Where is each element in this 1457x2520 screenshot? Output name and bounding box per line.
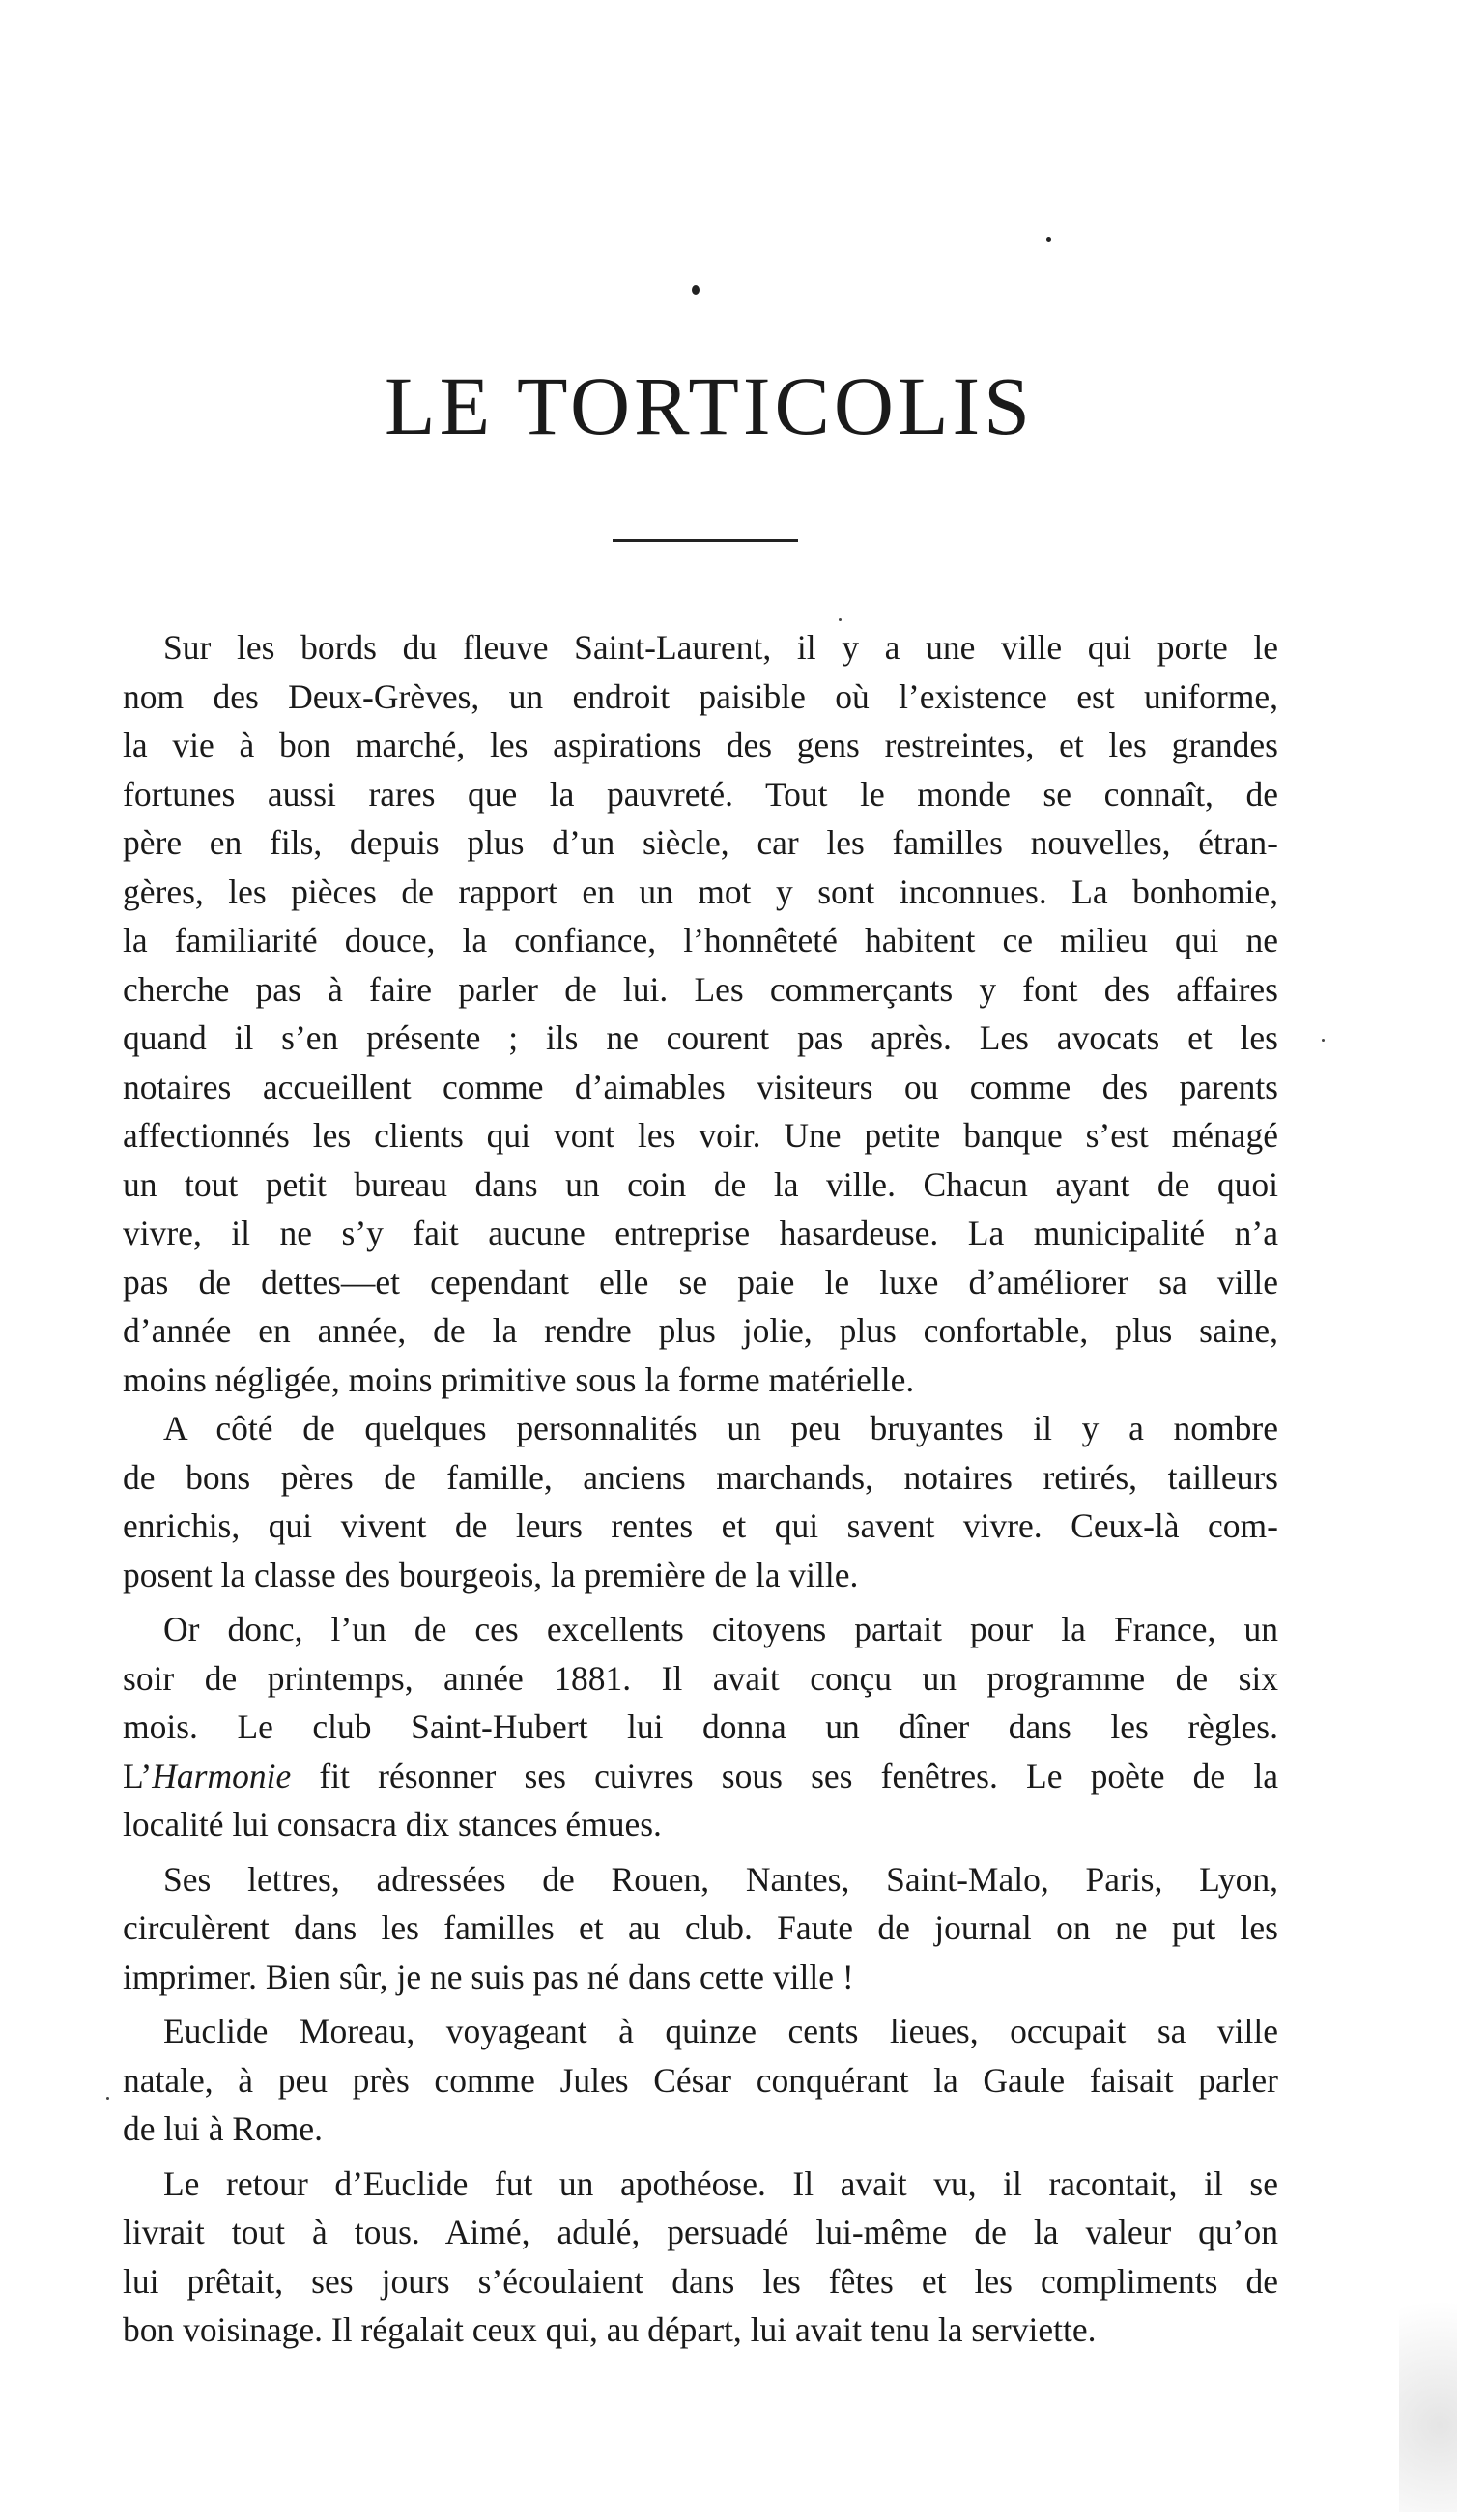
paragraph xyxy=(123,2160,1278,2355)
text-line: Sur les bords du fleuve Saint-Laurent, il y a une ville qui porte le xyxy=(163,628,1278,667)
text-line: d’année en année, de la rendre plus jolie, plus confortable, plus saine, xyxy=(123,1311,1278,1350)
text-line: Le retour d’Euclide fut un apothéose. Il avait vu, il racontait, il se xyxy=(163,2163,1278,2203)
paragraph xyxy=(123,623,1278,1404)
ink-speck xyxy=(106,2097,109,2100)
text-line: pas de dettes—et cependant elle se paie le luxe d’améliorer sa ville xyxy=(123,1262,1278,1302)
text-line: vivre, il ne s’y fait aucune entreprise hasardeuse. La municipalité n’a xyxy=(123,1214,1278,1252)
text-line: cherche pas à faire parler de lui. Les commerçants y font des affaires xyxy=(123,969,1278,1009)
text-line: bon voisinage. Il régalait ceux qui, au départ, lui avait tenu la serviette. xyxy=(123,2310,1097,2349)
chapter-title: LE TORTICOLIS xyxy=(385,359,1034,452)
text-line: localité lui consacra dix stances émues. xyxy=(123,1805,662,1844)
text-line: A côté de quelques personnalités un peu bruyantes il y a nombre xyxy=(163,1409,1278,1447)
ink-speck xyxy=(1322,1039,1325,1042)
text-line: L’Harmonie fit résonner ses cuivres sous ses fenêtres. Le poète de la xyxy=(123,1756,1278,1795)
ink-speck xyxy=(692,285,700,295)
text-line: moins négligée, moins primitive sous la forme matérielle. xyxy=(123,1360,915,1399)
text-line: livrait tout à tous. Aimé, adulé, persuadé lui-même de la valeur qu’on xyxy=(123,2213,1278,2251)
text-line: mois. Le club Saint-Hubert lui donna un dîner dans les règles. xyxy=(123,1707,1278,1746)
title-divider xyxy=(613,539,798,542)
paragraph xyxy=(123,1605,1278,1849)
text-line: quand il s’en présente ; ils ne courent pas après. Les avocats et les xyxy=(123,1018,1278,1057)
text-line: natale, à peu près comme Jules César conquérant la Gaule faisait parler xyxy=(123,2060,1278,2100)
text-line: lui prêtait, ses jours s’écoulaient dans les fêtes et les compliments de xyxy=(123,2261,1278,2301)
text-line: de lui à Rome. xyxy=(123,2109,324,2148)
text-line: enrichis, qui vivent de leurs rentes et qui savent vivre. Ceux-là com- xyxy=(123,1506,1278,1545)
text-line: nom des Deux-Grèves, un endroit paisible où l’existence est uniforme, xyxy=(123,676,1278,716)
text-line: soir de printemps, année 1881. Il avait conçu un programme de six xyxy=(123,1658,1278,1698)
text-line: gères, les pièces de rapport en un mot y sont inconnues. La bonhomie, xyxy=(123,872,1278,911)
ink-speck xyxy=(1046,237,1051,242)
paragraph xyxy=(123,1404,1278,1599)
text-line: posent la classe des bourgeois, la première de la ville. xyxy=(123,1555,859,1594)
body-text xyxy=(123,623,1278,2355)
text-line: notaires accueillent comme d’aimables visiteurs ou comme des parents xyxy=(123,1067,1278,1106)
text-line: la vie à bon marché, les aspirations des gens restreintes, et les grandes xyxy=(123,726,1278,764)
text-line: père en fils, depuis plus d’un siècle, car les familles nouvelles, étran- xyxy=(123,823,1278,862)
text-line: imprimer. Bien sûr, je ne suis pas né dans cette ville ! xyxy=(123,1957,854,1996)
scan-edge-shading xyxy=(1399,2222,1457,2512)
ink-speck xyxy=(839,618,842,621)
text-line: de bons pères de famille, anciens marchands, notaires retirés, tailleurs xyxy=(123,1457,1278,1497)
text-line: circulèrent dans les familles et au club. Faute de journal on ne put les xyxy=(123,1908,1278,1947)
text-line: la familiarité douce, la confiance, l’honnêteté habitent ce milieu qui ne xyxy=(123,921,1278,959)
text-line: un tout petit bureau dans un coin de la ville. Chacun ayant de quoi xyxy=(123,1164,1278,1204)
paragraph xyxy=(123,1855,1278,2002)
paragraph xyxy=(123,2007,1278,2154)
text-line: fortunes aussi rares que la pauvreté. Tout le monde se connaît, de xyxy=(123,774,1278,814)
text-line: Or donc, l’un de ces excellents citoyens partait pour la France, un xyxy=(163,1610,1278,1648)
text-line: Euclide Moreau, voyageant à quinze cents lieues, occupait sa ville xyxy=(163,2012,1278,2050)
text-line: Ses lettres, adressées de Rouen, Nantes, Saint-Malo, Paris, Lyon, xyxy=(163,1859,1278,1899)
text-line: affectionnés les clients qui vont les voir. Une petite banque s’est ménagé xyxy=(123,1116,1278,1155)
